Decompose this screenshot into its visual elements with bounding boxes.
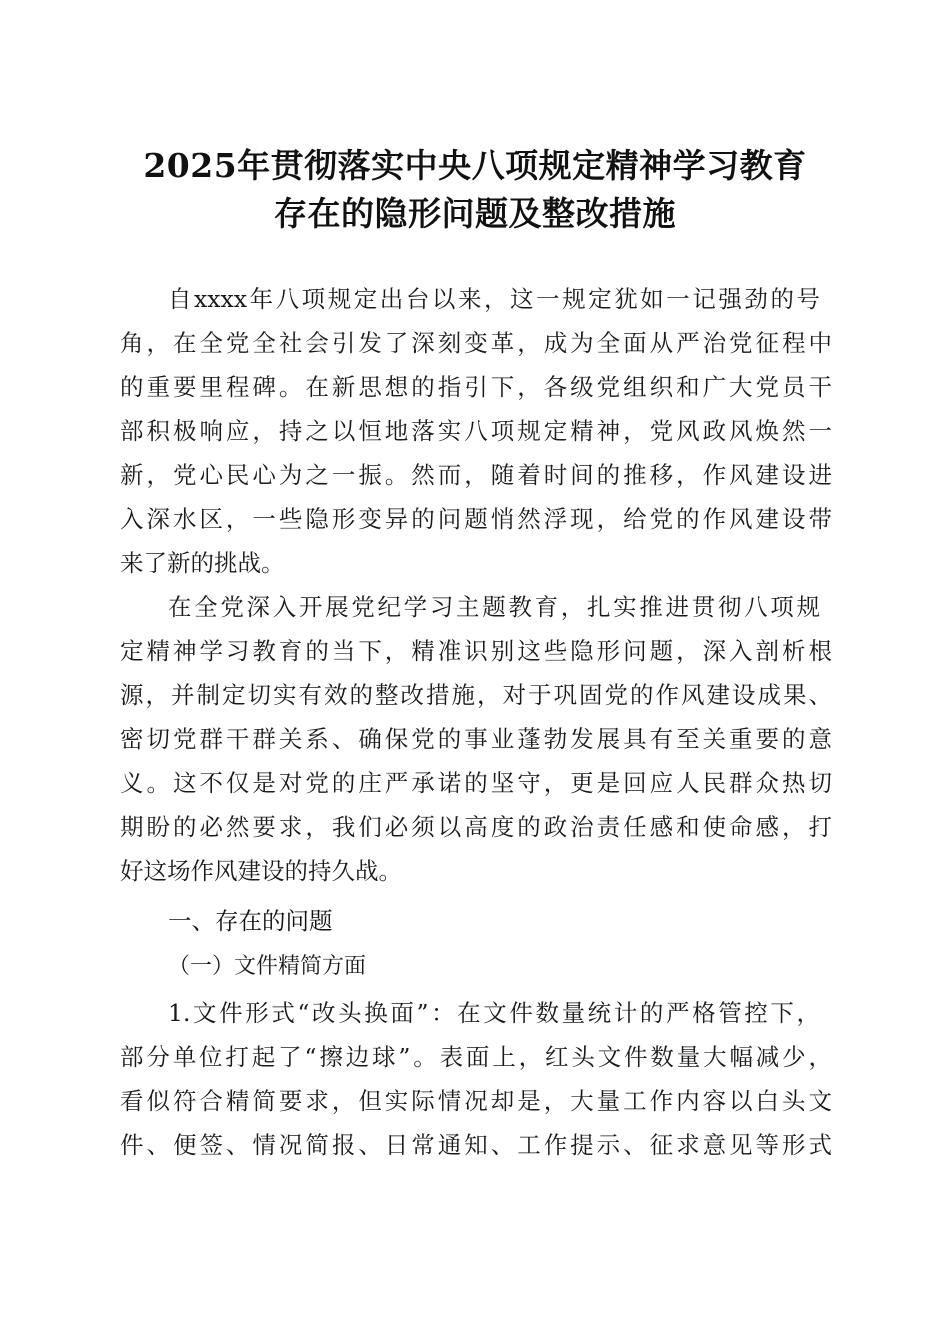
paragraph-line: 自xxxx年八项规定出台以来，这一规定犹如一记强劲的号 (168, 285, 820, 313)
paragraph-line: 源，并制定切实有效的整改措施，对于巩固党的作风建设成果、 (120, 681, 832, 709)
subsection-heading: （一）文件精简方面 (168, 954, 367, 979)
paragraph-line: 定精神学习教育的当下，精准识别这些隐形问题，深入剖析根 (120, 637, 832, 665)
document-title-line-1: 2025年贯彻落实中央八项规定精神学习教育 (143, 146, 807, 185)
document-title-line-2: 存在的隐形问题及整改措施 (274, 194, 676, 233)
paragraph-line: 义。这不仅是对党的庄严承诺的坚守，更是回应人民群众热切 (120, 769, 832, 797)
paragraph-line: 部分单位打起了“擦边球”。表面上，红头文件数量大幅减少， (120, 1043, 832, 1071)
paragraph-line: 看似符合精简要求，但实际情况却是，大量工作内容以白头文 (120, 1087, 832, 1115)
paragraph-line: 来了新的挑战。 (120, 549, 285, 577)
paragraph-line: 期盼的必然要求，我们必须以高度的政治责任感和使命感，打 (120, 813, 832, 841)
paragraph-line: 件、便签、情况简报、日常通知、工作提示、征求意见等形式 (120, 1131, 832, 1159)
paragraph-line: 1.文件形式“改头换面”：在文件数量统计的严格管控下， (168, 999, 820, 1027)
paragraph-line: 入深水区，一些隐形变异的问题悄然浮现，给党的作风建设带 (120, 505, 832, 533)
paragraph-line: 在全党深入开展党纪学习主题教育，扎实推进贯彻八项规 (168, 593, 820, 621)
paragraph-line: 角，在全党全社会引发了深刻变革，成为全面从严治党征程中 (120, 329, 832, 357)
paragraph-line: 好这场作风建设的持久战。 (120, 857, 402, 885)
section-heading: 一、存在的问题 (168, 907, 333, 935)
paragraph-line: 密切党群干群关系、确保党的事业蓬勃发展具有至关重要的意 (120, 725, 832, 753)
paragraph-line: 部积极响应，持之以恒地落实八项规定精神，党风政风焕然一 (120, 417, 832, 445)
paragraph-line: 的重要里程碑。在新思想的指引下，各级党组织和广大党员干 (120, 373, 832, 401)
paragraph-line: 新，党心民心为之一振。然而，随着时间的推移，作风建设进 (120, 461, 832, 489)
